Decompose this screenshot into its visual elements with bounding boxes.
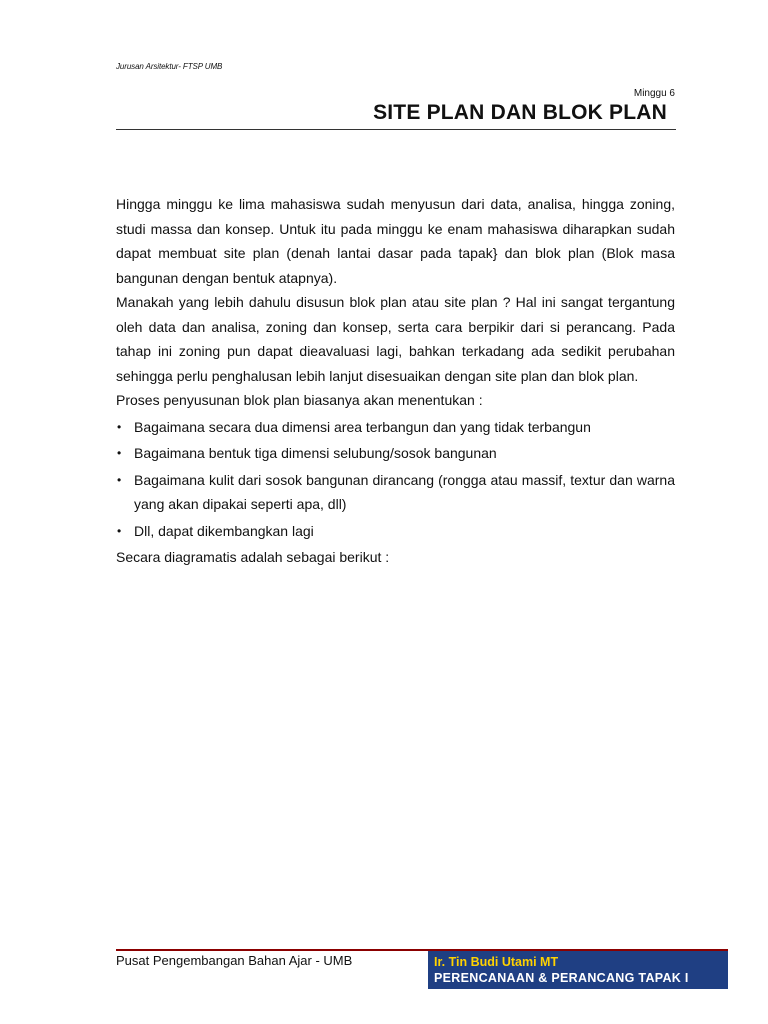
footer-course: PERENCANAAN & PERANCANG TAPAK I bbox=[434, 971, 689, 985]
bullet-list bbox=[116, 415, 675, 544]
paragraph-order: Manakah yang lebih dahulu disusun blok plan atau site plan ? Hal ini sangat tergantung oleh data dan analisa, zoning dan konsep, serta cara berpikir dari si perancang. Pada tahap ini zoning pun dapat dieavaluasi lagi, bahkan terkadang ada sedikit perubahan sehingga perlu penghalusan lebih lanjut disesuaikan dengan site plan dan blok plan. bbox=[116, 294, 675, 384]
list-item-text: Bagaimana bentuk tiga dimensi selubung/sosok bangunan bbox=[134, 445, 497, 461]
list-item bbox=[116, 519, 675, 544]
list-item bbox=[116, 415, 675, 440]
header-department: Jurusan Arsitektur- FTSP UMB bbox=[116, 62, 223, 71]
bullet-icon: • bbox=[117, 523, 122, 538]
title-divider bbox=[116, 129, 676, 130]
bullet-icon: • bbox=[117, 472, 122, 487]
list-item-text: Dll, dapat dikembangkan lagi bbox=[134, 522, 314, 539]
footer-center: Pusat Pengembangan Bahan Ajar - UMB bbox=[116, 953, 353, 968]
bullet-icon: • bbox=[117, 419, 122, 434]
page-title: SITE PLAN DAN BLOK PLAN bbox=[373, 101, 667, 124]
list-item bbox=[116, 468, 675, 517]
list-item-text: Bagaimana kulit dari sosok bangunan dirancang (rongga atau massif, textur dan warna yang akan dipakai seperti apa, dll) bbox=[134, 471, 675, 512]
paragraph-intro: Hingga minggu ke lima mahasiswa sudah menyusun dari data, analisa, hingga zoning, studi massa dan konsep. Untuk itu pada minggu ke enam mahasiswa diharapkan sudah dapat membuat site plan (denah lantai dasar pada tapak} dan blok plan (Blok masa bangunan dengan bentuk atapnya). bbox=[116, 196, 675, 286]
document-body bbox=[116, 192, 675, 570]
list-item bbox=[116, 441, 675, 466]
list-item-text: Bagaimana secara dua dimensi area terbangun dan yang tidak terbangun bbox=[134, 418, 591, 435]
paragraph-process: Proses penyusunan blok plan biasanya akan menentukan : bbox=[116, 392, 483, 408]
paragraph-diagram-intro: Secara diagramatis adalah sebagai berikut : bbox=[116, 549, 390, 565]
footer-author: Ir. Tin Budi Utami MT bbox=[434, 955, 559, 969]
footer-box bbox=[428, 951, 728, 989]
bullet-icon: • bbox=[117, 446, 122, 460]
header-week: Minggu 6 bbox=[633, 88, 675, 99]
